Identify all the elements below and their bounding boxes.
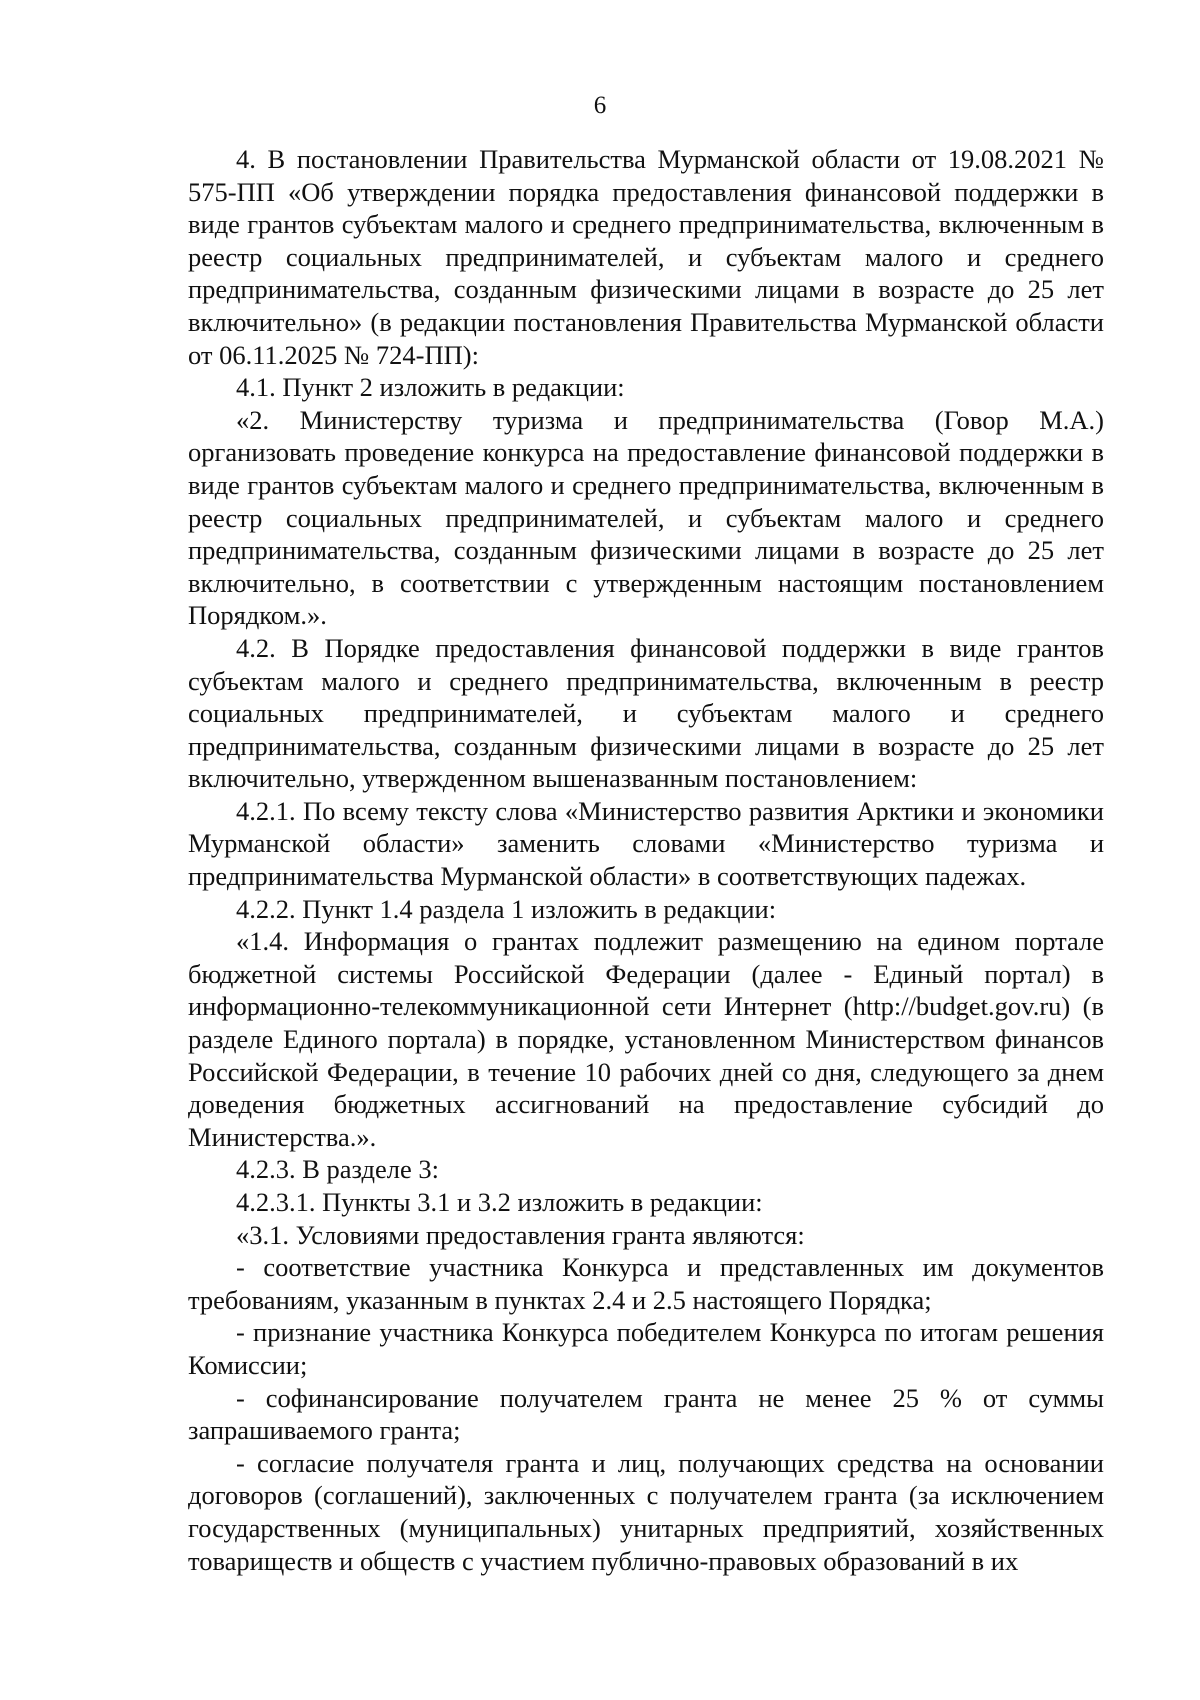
page-number: 6 [593, 92, 607, 119]
paragraph-4-2-3: 4.2.3. В разделе 3: [236, 1154, 440, 1185]
paragraph-3-1-heading: «3.1. Условиями предоставления гранта являются: [236, 1219, 805, 1250]
document-body [188, 143, 1104, 1577]
list-item-condition-4: - согласие получателя гранта и лиц, получающих средства на основании договоров (соглашений), заключенных с получателем гранта (за исключением государственных (муниципальных) унитарных предприятий, хозяйственных товариществ и обществ с участием публично-правовых образований в их [188, 1447, 1104, 1576]
paragraph-4-2-2-text: «1.4. Информация о грантах подлежит размещению на едином портале бюджетной системы Российской Федерации (далее - Единый портал) в информационно-телекоммуникационной сети Интернет (http://budget.gov.ru) (в разделе Единого портала) в порядке, установленном Министерством финансов Российской Федерации, в течение 10 рабочих дней со дня, следующего за днем доведения бюджетных ассигнований на предоставление субсидий до Министерства.». [188, 926, 1104, 1152]
paragraph-4-1-text: «2. Министерству туризма и предпринимательства (Говор М.А.) организовать проведение конкурса на предоставление финансовой поддержки в виде грантов субъектам малого и среднего предпринимательства, включенным в реестр социальных предпринимателей, и субъектам малого и среднего предпринимательства, созданным физическими лицами в возрасте до 25 лет включительно, в соответствии с утвержденным настоящим постановлением Порядком.». [188, 404, 1104, 631]
list-item-condition-3: - софинансирование получателем гранта не менее 25 % от суммы запрашиваемого гранта; [188, 1382, 1104, 1446]
paragraph-4-2-3-1: 4.2.3.1. Пункты 3.1 и 3.2 изложить в редакции: [236, 1187, 763, 1217]
paragraph-4-2-2: 4.2.2. Пункт 1.4 раздела 1 изложить в редакции: [236, 893, 777, 924]
paragraph-4-2: 4.2. В Порядке предоставления финансовой поддержки в виде грантов субъектам малого и среднего предпринимательства, включенным в реестр социальных предпринимателей, и субъектам малого и среднего предпринимательства, созданным физическими лицами в возрасте до 25 лет включительно, утвержденном вышеназванным постановлением: [188, 632, 1104, 794]
list-item-condition-1: - соответствие участника Конкурса и представленных им документов требованиям, указанным в пунктах 2.4 и 2.5 настоящего Порядка; [188, 1252, 1104, 1315]
paragraph-4: 4. В постановлении Правительства Мурманской области от 19.08.2021 № 575-ПП «Об утверждении порядка предоставления финансовой поддержки в виде грантов субъектам малого и среднего предпринимательства, включенным в реестр социальных предпринимателей, и субъектам малого и среднего предпринимательства, созданным физическими лицами в возрасте до 25 лет включительно» (в редакции постановления Правительства Мурманской области от 06.11.2025 № 724-ПП): [188, 144, 1104, 370]
list-item-condition-2: - признание участника Конкурса победителем Конкурса по итогам решения Комиссии; [188, 1317, 1104, 1380]
paragraph-4-2-1: 4.2.1. По всему тексту слова «Министерство развития Арктики и экономики Мурманской области» заменить словами «Министерство туризма и предпринимательства Мурманской области» в соответствующих падежах. [188, 795, 1104, 892]
paragraph-4-1: 4.1. Пункт 2 изложить в редакции: [236, 372, 625, 403]
